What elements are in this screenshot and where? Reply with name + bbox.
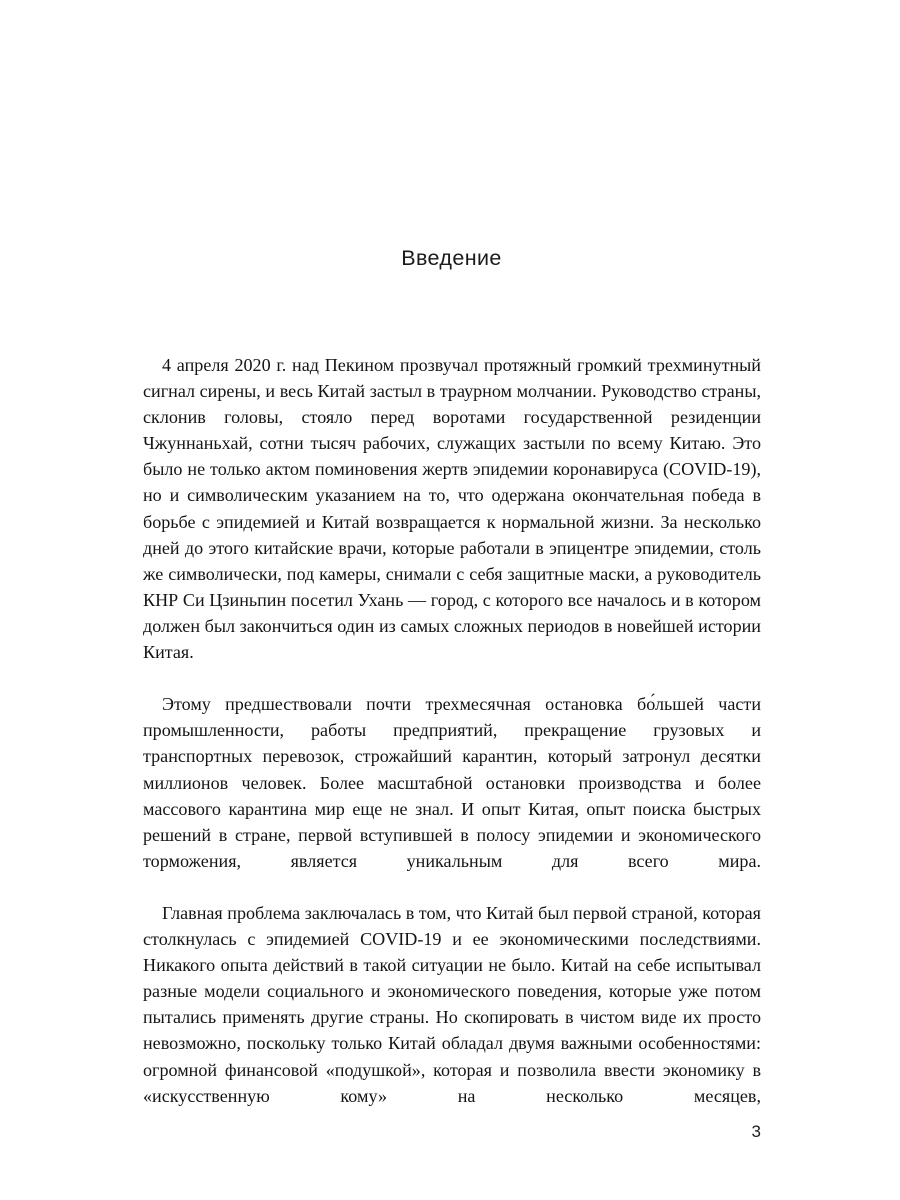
paragraph: Главная проблема заключалась в том, что Китай был первой страной, которая столкнулась с эпидемией COVID-19 и ее экономическими последствиями. Никакого опыта действий в такой ситуации не было. Китай на себе испытывал разные модели социального и экономического поведения, которые уже потом пытались применять другие страны. Но скопировать в чистом виде их просто невозможно, поскольку только Китай обладал двумя важными особенностями: огромной финансовой «подушкой», которая и позволила ввести экономику в «искусственную кому» на несколько месяцев, [143, 902, 761, 1106]
page-title: Введение [401, 246, 502, 271]
paragraph: 4 апреля 2020 г. над Пекином прозвучал протяжный громкий трехминутный сигнал сирены, и весь Китай застыл в траурном молчании. Руководство страны, склонив головы, стояло перед воротами государственной резиденции Чжуннаньхай, сотни тысяч рабочих, служащих застыли по всему Китаю. Это было не только актом поминовения жертв эпидемии коронавируса (COVID-19), но и символическим указанием на то, что одержана окончательная победа в борьбе с эпидемией и Китай возвращается к нормальной жизни. За несколько дней до этого китайские врачи, которые работали в эпицентре эпидемии, столь же символически, под камеры, снимали с себя защитные маски, а руководитель КНР Си Цзиньпин посетил Ухань — город, с которого все началось и в котором должен был закончиться один из самых сложных периодов в новейшей истории Китая. [143, 355, 761, 663]
paragraph: Этому предшествовали почти трехмесячная остановка бо́льшей части промышленности, работы предприятий, прекращение грузовых и транспортных перевозок, строжайший карантин, который затронул десятки миллионов человек. Более масштабной остановки производства и более массового карантина мир еще не знал. И опыт Китая, опыт поиска быстрых решений в стране, первой вступившей в полосу эпидемии и экономического торможения, является уникальным для всего мира. [143, 694, 761, 871]
page-number: 3 [751, 1122, 761, 1141]
body-text [143, 352, 761, 1135]
